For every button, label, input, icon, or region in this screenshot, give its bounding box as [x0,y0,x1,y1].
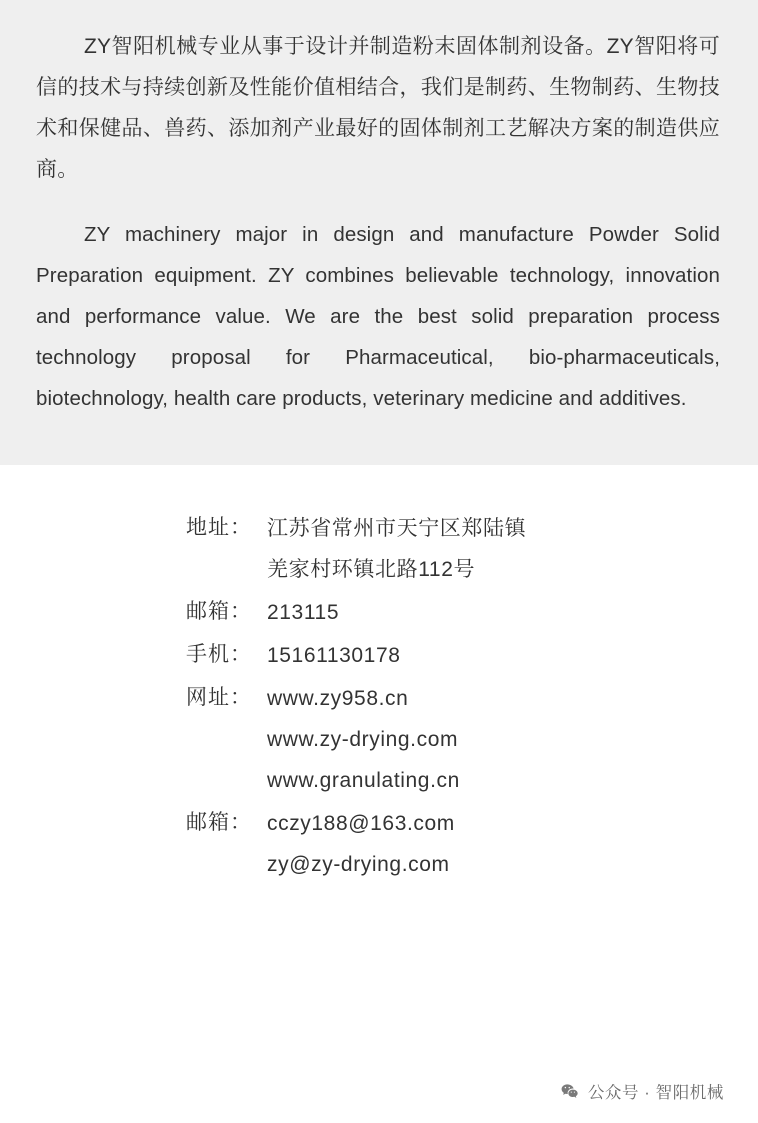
contact-value-address-line1: 江苏省常州市天宁区郑陆镇 [267,517,527,540]
contact-value-postcode: 213115 [267,601,340,624]
contact-value-address [266,507,527,591]
contact-label-postcode: 邮箱： [186,600,252,623]
website-link-2[interactable]: www.zy-drying.com [267,728,459,751]
website-link-3[interactable]: www.granulating.cn [267,769,460,792]
contact-value-email [266,802,527,886]
contact-value-phone: 15161130178 [267,644,401,667]
contact-value-website [266,677,527,802]
wechat-icon [560,1082,579,1101]
contact-row-postcode [186,591,527,634]
intro-section [0,0,758,465]
contact-label-website: 网址： [186,686,252,709]
email-address-2[interactable]: zy@zy-drying.com [267,853,450,876]
contact-label-email: 邮箱： [186,811,252,834]
contact-row-phone [186,634,527,677]
intro-paragraph-chinese: ZY智阳机械专业从事于设计并制造粉末固体制剂设备。ZY智阳将可信的技术与持续创新及性能价值相结合，我们是制药、生物制药、生物技术和保健品、兽药、添加剂产业最好的固体制剂工艺解决方案的制造供应商。 [36,35,720,181]
contact-table [186,507,527,886]
website-link-1[interactable]: www.zy958.cn [267,687,409,710]
email-address-1[interactable]: cczy188@163.com [267,812,455,835]
contact-section [0,465,758,886]
contact-label-phone: 手机： [186,643,252,666]
contact-value-address-line2: 羌家村环镇北路112号 [267,558,476,581]
contact-label-address: 地址： [186,516,252,539]
contact-row-email [186,802,527,886]
contact-row-website [186,677,527,802]
contact-row-address [186,507,527,591]
official-account-footer[interactable] [560,1079,724,1103]
official-account-label: 公众号 · 智阳机械 [587,1084,724,1102]
intro-paragraph-english: ZY machinery major in design and manufacture Powder Solid Preparation equipment. ZY combines believable technology, innovation and performance value. We are the best solid preparation process technology proposal for Pharmaceutical, bio-pharmaceuticals, biotechnology, health care products, veterinary medicine and additives. [36,223,720,410]
